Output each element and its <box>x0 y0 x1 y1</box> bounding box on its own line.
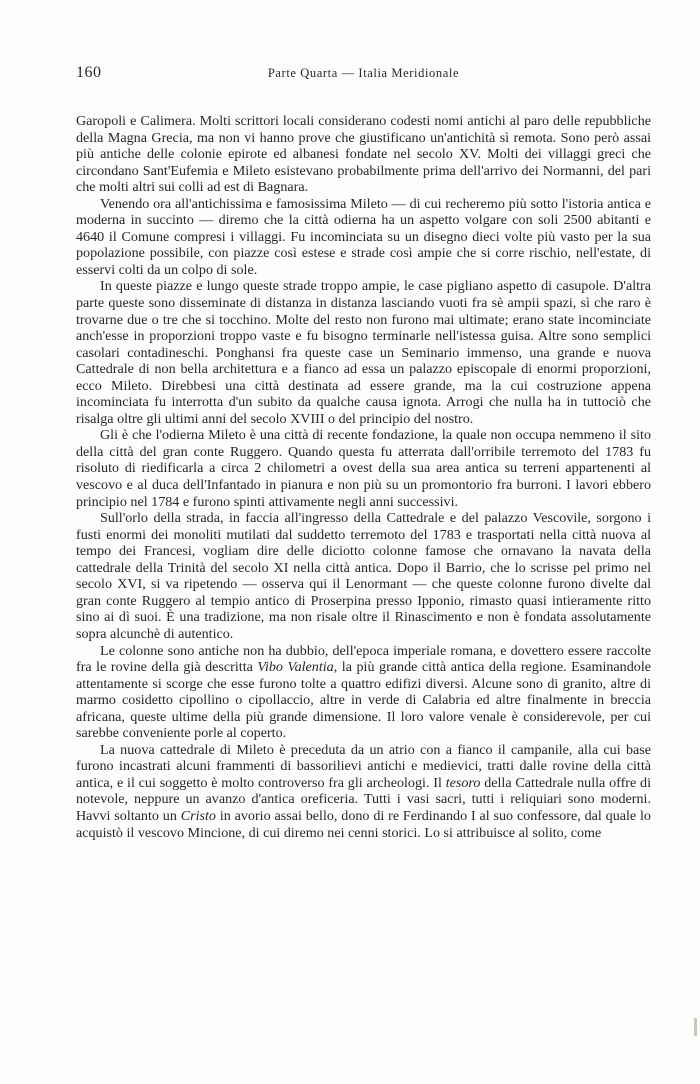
paragraph <box>76 196 651 279</box>
text-run: della Cattedrale nulla offre di notevole, neppure un avanzo d'antica oreficeria. Tutti i vasi sacri, tutti i reliquiari sono moderni. Havvi soltanto un <box>76 774 651 824</box>
paragraph <box>76 510 651 642</box>
text-run: Venendo ora all'antichissima e famosissima Mileto — di cui recheremo più sotto l'istoria antica e moderna in succinto — diremo che la città odierna ha un aspetto volgare con soli 2500 abitanti e 4640 il Comune compresi i villaggi. Fu incominciata su un disegno dieci volte più vasto per la sua popolazione possibile, con piazze così estese e strade così ampie che si corre rischio, nell'estate, di esservi colti da un colpo di sole. <box>76 195 651 278</box>
text-run: Sull'orlo della strada, in faccia all'ingresso della Cattedrale e del palazzo Vescovile, sorgono i fusti enormi dei monoliti mutilati dal suddetto terremoto del 1783 e trasportati nella città nuova al tempo dei Francesi, vogliam dire delle diciotto colonne famose che ornavano la navata della cattedrale della Trinità del secolo XI nella città antica. Dopo il Barrio, che lo scrisse pel primo nel secolo XVI, si va ripetendo — osserva qui il Lenormant — che queste colonne furono divelte dal gran conte Ruggero al tempio antico di Proserpina presso Ipponio, rimasto quasi intieramente ritto sino ai dì suoi. È una tradizione, ma non risale oltre il Rinascimento e non è fondata assolutamente sopra alcunchè di autentico. <box>76 510 651 642</box>
running-title: Parte Quarta — Italia Meridionale <box>267 66 460 80</box>
paragraph <box>76 742 651 841</box>
text-run: , la più grande città antica della regione. Esaminandole attentamente si scorge che esse furono tolte a quattro edifizi diversi. Alcune sono di granito, altre di marmo cosidetto cipollino o cipollaccio, altre in verde di Calabria ed altre finalmente in breccia africana, queste ultime della più grande dimensione. Il loro valore venale è considerevole, per cui sarebbe conveniente porle al coperto. <box>76 659 651 742</box>
text-run: Le colonne sono antiche non ha dubbio, dell'epoca imperiale romana, e dovettero essere raccolte fra le rovine della già descritta <box>76 642 651 676</box>
text-run: Garopoli e Calimera. Molti scrittori locali considerano codesti nomi antichi al paro delle repubbliche della Magna Grecia, ma non vi hanno prove che giustificano un'antichità sì remota. Sono però assai più antiche delle colonie epirote ed albanesi fondate nel secolo XV. Molti dei villaggi greci che circondano Sant'Eufemia e Mileto esistevano probabilmente prima dell'arrivo dei Normanni, del pari che molti altri sui colli ad est di Bagnara. <box>76 113 651 196</box>
paragraph <box>76 643 651 742</box>
paragraph <box>76 113 651 196</box>
body-text <box>76 113 651 841</box>
text-run: In queste piazze e lungo queste strade troppo ampie, le case pigliano aspetto di casupole. D'altra parte queste sono disseminate di distanza in distanza lasciando vuoti fra sè ampii spazi, sì che raro è trovarne due o tre che si tocchino. Molte del resto non furono mai ultimate; erano state incominciate anch'esse in proporzioni troppo vaste e fu bisogno terminarle nell'istessa guisa. Altre sono semplici casolari contadineschi. Ponghansi fra queste case un Seminario immenso, una grande e nuova Cattedrale di non bella architettura e a fianco ad essa un palazzo episcopale di enormi proporzioni, ecco Mileto. Direbbesi una città destinata ad essere grande, ma la cui costruzione appena incominciata fu interrotta d'un subito da qualche causa ignota. Arrogi che nulla ha in tuttociò che risalga oltre gli ultimi anni del secolo XVIII o del principio del nostro. <box>76 278 651 427</box>
italic-term: Vibo Valentia <box>257 659 334 676</box>
page-header <box>76 64 651 86</box>
text-run: in avorio assai bello, dono di re Ferdinando I al suo confessore, dal quale lo acquistò il vescovo Mincione, di cui diremo nei cenni storici. Lo si attribuisce al solito, come <box>76 807 651 841</box>
paragraph <box>76 427 651 510</box>
text-run: La nuova cattedrale di Mileto è preceduta da un atrio con a fianco il campanile, alla cui base furono incastrati alcuni frammenti di bassorilievi antichi e medievici, tratti dalle rovine della città antica, e il cui soggetto è molto controverso fra gli archeologi. Il <box>76 741 651 791</box>
italic-term: Cristo <box>180 807 216 824</box>
page-number: 160 <box>76 64 102 81</box>
page-edge-mark <box>694 1018 697 1036</box>
paragraph <box>76 278 651 427</box>
text-run: Gli è che l'odierna Mileto è una città di recente fondazione, la quale non occupa nemmeno il sito della città del gran conte Ruggero. Quando questa fu atterrata dall'orribile terremoto del 1783 fu risoluto di riedificarla a circa 2 chilometri a ovest della sua area antica su terreni appartenenti al vescovo e al duca dell'Infantado in pianura e non più su un promontorio fra burroni. I lavori ebbero principio nel 1784 e furono spinti attivamente negli anni successivi. <box>76 427 651 510</box>
italic-term: tesoro <box>445 774 481 791</box>
